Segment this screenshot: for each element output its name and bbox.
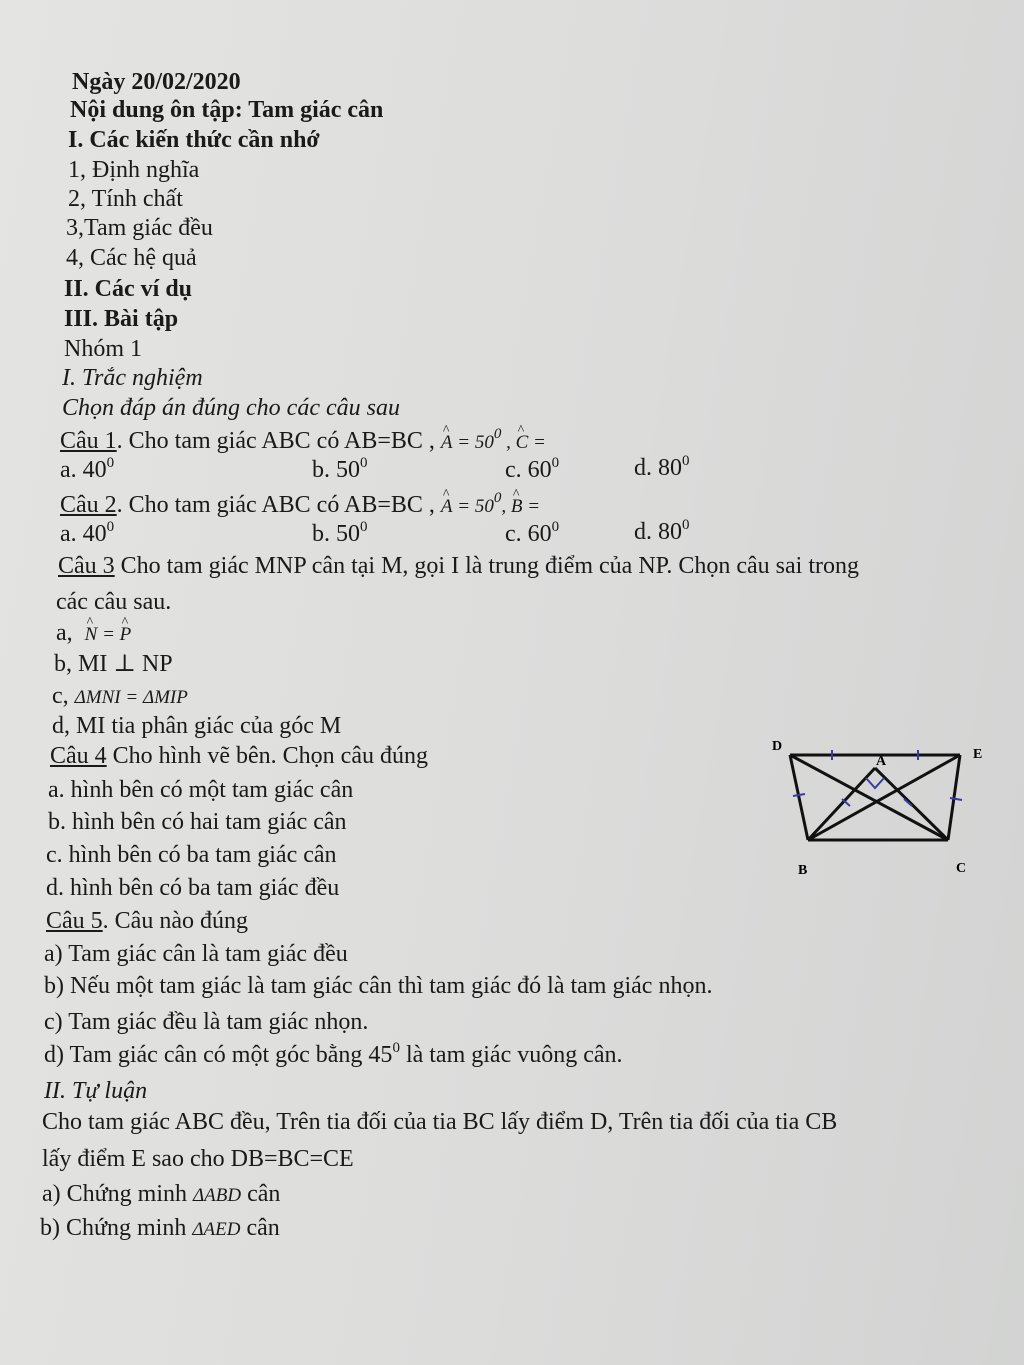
q4-figure <box>760 730 1000 890</box>
q1-statement <box>60 427 546 457</box>
segment-db <box>790 755 808 840</box>
q4-option-a: a. hình bên có một tam giác cân <box>48 777 354 803</box>
q3-label: Câu 3 <box>58 553 115 579</box>
q4-text: Cho hình vẽ bên. Chọn câu đúng <box>106 743 428 769</box>
part2-line1: Cho tam giác ABC đều, Trên tia đối của tia BC lấy điểm D, Trên tia đối của tia CB <box>42 1109 838 1135</box>
q2-option-c: c. $60^0$ <box>505 519 560 547</box>
q1-option-a: a. $40^0$ <box>60 455 115 483</box>
segment-ec <box>948 755 960 840</box>
label-c: C <box>956 861 967 876</box>
segment-ab <box>808 768 875 840</box>
q2-text: . Cho tam giác ABC có AB=BC , <box>116 492 435 518</box>
q5-text: . Câu nào đúng <box>102 908 248 934</box>
q3-option-a: a, ^ N = ^ P <box>56 619 131 649</box>
q1-option-d: d. $80^0$ <box>634 453 690 481</box>
section2-title: II. Các ví dụ <box>64 276 193 302</box>
q1-label: Câu 1 <box>60 428 117 454</box>
q3-text: Cho tam giác MNP cân tại M, gọi I là trung điểm của NP. Chọn câu sai trong <box>114 553 859 579</box>
q4-option-b: b. hình bên có hai tam giác cân <box>48 809 347 835</box>
label-e: E <box>973 747 983 762</box>
q4-statement <box>50 742 428 770</box>
section1-title: I. Các kiến thức cần nhớ <box>68 127 320 153</box>
q4-label: Câu 4 <box>50 743 107 769</box>
q3-option-b: b, MI ⊥ NP <box>54 651 173 677</box>
angle-mark <box>866 778 884 788</box>
q1-option-b: b. $50^0$ <box>312 455 368 483</box>
segment-dc <box>790 755 948 840</box>
q5-label: Câu 5 <box>46 908 103 934</box>
q3-statement-cont: các câu sau. <box>56 589 172 615</box>
q3-option-d: d, MI tia phân giác của góc M <box>52 713 342 739</box>
q2-option-d: d. $80^0$ <box>634 517 690 545</box>
section1-item: 2, Tính chất <box>68 186 183 212</box>
q2-label: Câu 2 <box>60 492 117 518</box>
q2-statement <box>60 491 540 521</box>
section1-item: 4, Các hệ quả <box>66 245 197 271</box>
topic-line: Nội dung ôn tập: Tam giác cân <box>70 97 384 123</box>
tick-mark <box>950 798 962 800</box>
group-label: Nhóm 1 <box>64 336 142 362</box>
q1-option-c: c. $60^0$ <box>505 455 560 483</box>
q3-statement <box>58 552 859 580</box>
section1-item: 3,Tam giác đều <box>66 215 213 241</box>
q5-option-c: c) Tam giác đều là tam giác nhọn. <box>44 1009 369 1035</box>
date-line: Ngày 20/02/2020 <box>72 69 241 95</box>
q5-option-b: b) Nếu một tam giác là tam giác cân thì tam giác đó là tam giác nhọn. <box>44 973 713 999</box>
q5-statement <box>46 907 248 935</box>
q4-option-d: d. hình bên có ba tam giác đều <box>46 875 340 901</box>
q2-option-a: a. $40^0$ <box>60 519 115 547</box>
q2-condition: ^ $A = 50^0$, ^ B = <box>441 496 540 517</box>
part2-a: a) Chứng minh ΔABD cân <box>42 1181 281 1207</box>
tick-mark <box>793 794 805 796</box>
q5-option-a: a) Tam giác cân là tam giác đều <box>44 941 348 967</box>
segment-ac <box>875 768 948 840</box>
label-d: D <box>772 739 783 754</box>
part2-b: b) Chứng minh ΔAED cân <box>40 1215 280 1241</box>
section3-title: III. Bài tập <box>64 306 179 332</box>
part2-line2: lấy điểm E sao cho DB=BC=CE <box>42 1146 354 1172</box>
part2-title: II. Tự luận <box>44 1078 148 1104</box>
q2-option-b: b. $50^0$ <box>312 519 368 547</box>
q5-option-d: d) Tam giác cân có một góc bằng $45^0$ là tam giác vuông cân. <box>44 1040 623 1068</box>
part1-title: I. Trắc nghiệm <box>62 365 203 391</box>
label-b: B <box>798 863 808 878</box>
section1-item: 1, Định nghĩa <box>68 157 200 183</box>
label-a: A <box>876 754 887 769</box>
q4-option-c: c. hình bên có ba tam giác cân <box>46 842 337 868</box>
q1-condition: ^ $A = 50^0$ , ^ C = <box>441 432 546 453</box>
q3-option-c: c, ΔMNI = ΔMIP <box>52 683 188 709</box>
instruction: Chọn đáp án đúng cho các câu sau <box>62 395 400 421</box>
q1-text: . Cho tam giác ABC có AB=BC , <box>116 428 435 454</box>
